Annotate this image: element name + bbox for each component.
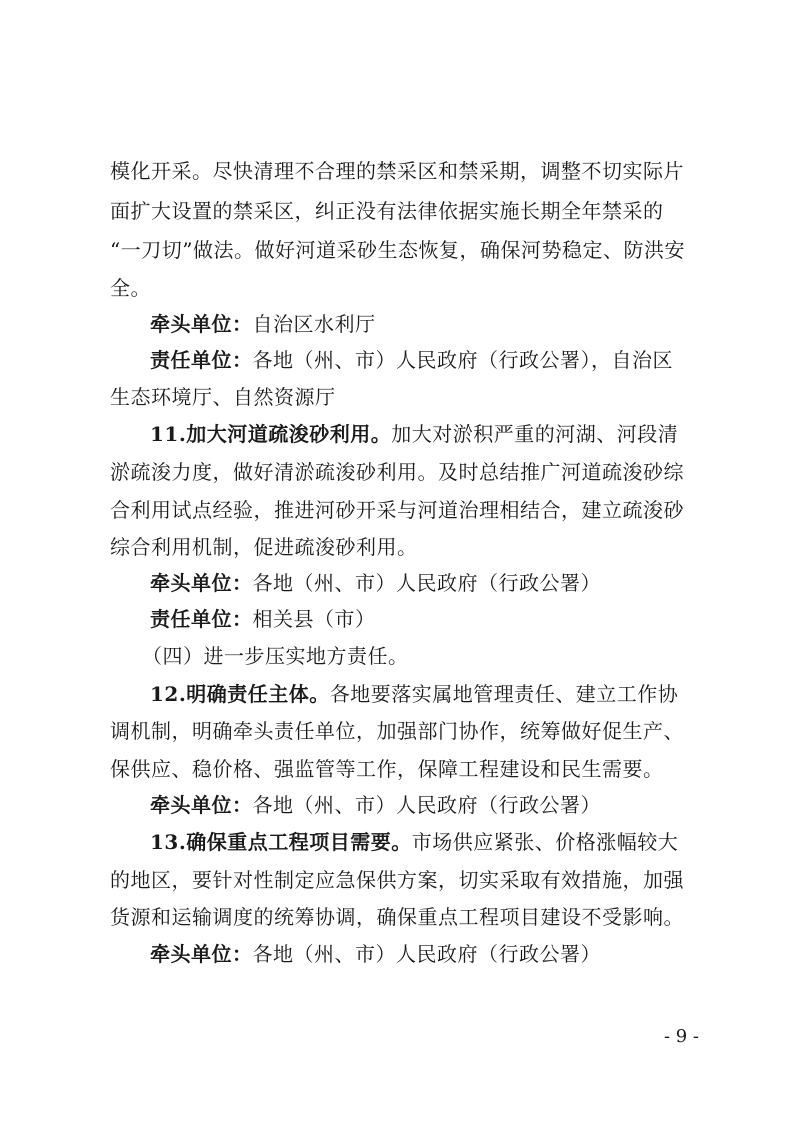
line-text: “一刀切”做法。做好河道采砂生态恢复，确保河势稳定、防洪安 xyxy=(110,238,685,262)
lead-unit-value: 各地（州、市）人民政府（行政公署） xyxy=(252,942,601,966)
line-text: 合利用试点经验，推进河砂开采与河道治理相结合，建立疏浚砂 xyxy=(110,498,684,522)
lead-unit-label: 牵头单位： xyxy=(150,571,253,595)
line-text: 综合利用机制，促进疏浚砂利用。 xyxy=(110,535,418,559)
line-text: 生态环境厅、自然资源厅 xyxy=(110,385,336,409)
line-text: 市场供应紧张、价格涨幅较大 xyxy=(411,830,679,854)
line-text: 模化开采。尽快清理不合理的禁采区和禁采期，调整不切实际片 xyxy=(110,159,684,183)
section-heading-line xyxy=(142,636,793,676)
lead-unit-label: 牵头单位： xyxy=(150,793,253,817)
item-heading-line xyxy=(150,822,793,862)
line-text: 加大对淤积严重的河湖、河段清 xyxy=(391,422,679,446)
section-heading: （四）进一步压实地方责任。 xyxy=(142,644,409,668)
responsible-unit-value: 各地（州、市）人民政府（行政公署），自治区 xyxy=(252,348,673,372)
responsible-unit-label: 责任单位： xyxy=(150,348,253,372)
lead-unit-value: 各地（州、市）人民政府（行政公署） xyxy=(252,793,601,817)
lead-unit-value: 各地（州、市）人民政府（行政公署） xyxy=(252,571,601,595)
responsible-unit-label: 责任单位： xyxy=(150,607,253,631)
line-text: 全。 xyxy=(110,276,151,300)
lead-unit-value: 自治区水利厅 xyxy=(252,312,376,336)
lead-unit-label: 牵头单位： xyxy=(150,942,253,966)
line-text: 的地区，要针对性制定应急保供方案，切实采取有效措施，加强 xyxy=(110,868,684,892)
page-number: - 9 - xyxy=(663,1026,699,1047)
text-line xyxy=(110,230,793,270)
text-line xyxy=(110,749,793,789)
item-heading-line xyxy=(150,414,793,454)
item-heading: 12.明确责任主体。 xyxy=(150,682,330,706)
text-line xyxy=(110,897,793,937)
text-line xyxy=(110,490,793,530)
lead-unit-line xyxy=(150,563,793,603)
line-text: 保供应、稳价格、强监管等工作，保障工程建设和民生需要。 xyxy=(110,757,664,781)
text-line xyxy=(110,452,793,492)
line-text: 货源和运输调度的统筹协调，确保重点工程项目建设不受影响。 xyxy=(110,905,684,929)
text-line xyxy=(110,268,793,308)
line-text: 调机制，明确牵头责任单位，加强部门协作，统筹做好促生产、 xyxy=(110,719,684,743)
line-text: 淤疏浚力度，做好清淤疏浚砂利用。及时总结推广河道疏浚砂综 xyxy=(110,460,684,484)
text-line xyxy=(110,151,793,191)
lead-unit-line xyxy=(150,304,793,344)
text-line xyxy=(110,860,793,900)
item-heading-line xyxy=(150,674,793,714)
responsible-unit-line xyxy=(150,599,793,639)
lead-unit-line xyxy=(150,785,793,825)
lead-unit-line xyxy=(150,934,793,974)
text-line xyxy=(110,191,793,231)
text-line xyxy=(110,527,793,567)
responsible-unit-value: 相关县（市） xyxy=(252,607,376,631)
lead-unit-label: 牵头单位： xyxy=(150,312,253,336)
responsible-unit-line xyxy=(150,340,793,380)
text-line xyxy=(110,377,793,417)
text-line xyxy=(110,711,793,751)
line-text: 各地要落实属地管理责任、建立工作协 xyxy=(329,682,679,706)
item-heading: 13.确保重点工程项目需要。 xyxy=(150,830,412,854)
item-heading: 11.加大河道疏浚砂利用。 xyxy=(150,422,392,446)
line-text: 面扩大设置的禁采区，纠正没有法律依据实施长期全年禁采的 xyxy=(110,199,664,223)
